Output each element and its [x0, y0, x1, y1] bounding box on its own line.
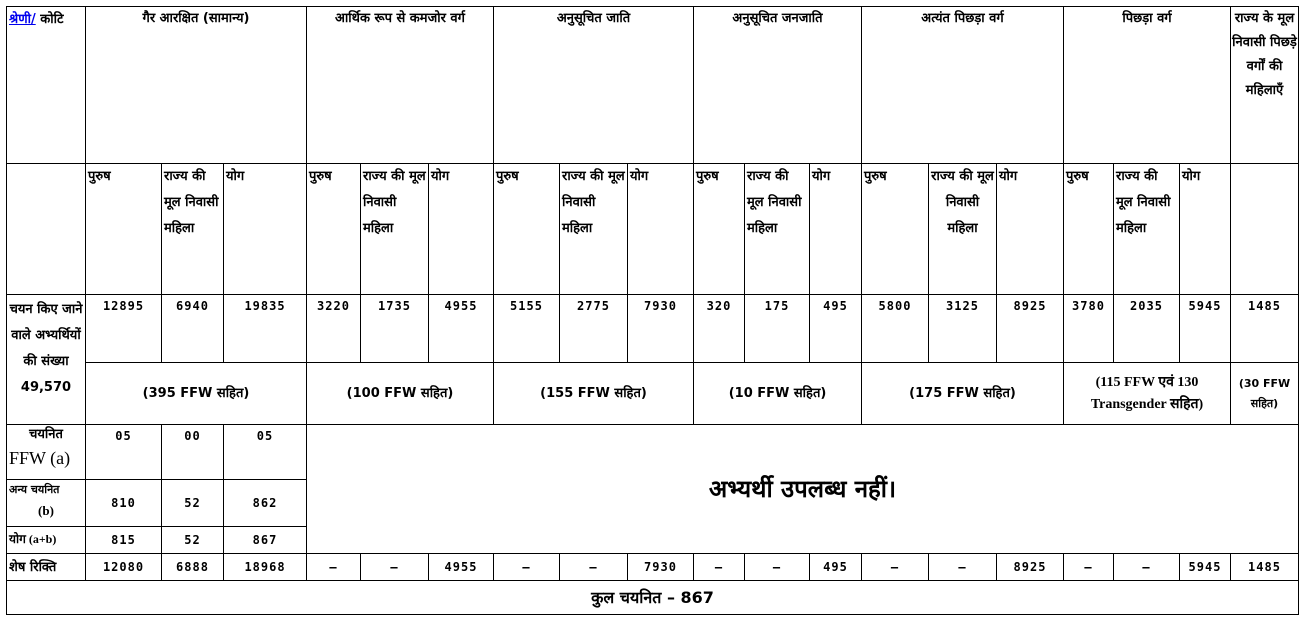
vacancy-cell: 3780: [1064, 295, 1114, 363]
vacancy-cell: 4955: [429, 295, 494, 363]
remaining-cell: –: [307, 554, 361, 581]
sub-total: योग: [997, 164, 1064, 295]
remaining-cell: 4955: [429, 554, 494, 581]
remaining-cell: 6888: [162, 554, 224, 581]
remaining-cell: –: [560, 554, 628, 581]
sub-male: पुरुष: [1064, 164, 1114, 295]
ffw-note-st: (10 FFW सहित): [694, 363, 862, 425]
vacancy-cell: 7930: [628, 295, 694, 363]
sub-total: योग: [628, 164, 694, 295]
sub-male: पुरुष: [862, 164, 929, 295]
remaining-cell: 18968: [224, 554, 307, 581]
selected-ffw-cell: 00: [162, 425, 224, 480]
ffw-note-bc: (115 FFW एवं 130 Transgender सहित): [1064, 363, 1231, 425]
vacancy-cell: 5800: [862, 295, 929, 363]
other-selected-cell: 52: [162, 480, 224, 527]
vacancy-cell: 175: [745, 295, 810, 363]
total-ab-cell: 52: [162, 527, 224, 554]
remaining-cell: 7930: [628, 554, 694, 581]
remaining-cell: –: [694, 554, 745, 581]
total-ab-cell: 867: [224, 527, 307, 554]
sub-empty: [1231, 164, 1299, 295]
sub-female: राज्य की मूल निवासी महिला: [745, 164, 810, 295]
remaining-cell: 1485: [1231, 554, 1299, 581]
vacancy-cell: 3125: [929, 295, 997, 363]
vacancy-cell: 12895: [86, 295, 162, 363]
other-selected-label: [7, 480, 86, 527]
vacancy-cell: 19835: [224, 295, 307, 363]
remaining-label: शेष रिक्ति: [7, 554, 86, 581]
sub-total: योग: [810, 164, 862, 295]
selected-ffw-label: [7, 425, 86, 480]
remaining-cell: –: [929, 554, 997, 581]
vacancy-cell: 2775: [560, 295, 628, 363]
sub-female: राज्य की मूल निवासी महिला: [929, 164, 997, 295]
sub-total: योग: [1180, 164, 1231, 295]
other-selected-label-line1: अन्य चयनित: [9, 483, 60, 496]
result-table-wrapper: [6, 6, 1299, 615]
vacancy-cell: 1735: [361, 295, 429, 363]
remaining-cell: 5945: [1180, 554, 1231, 581]
vacancy-cell: 2035: [1114, 295, 1180, 363]
vacancy-label: चयन किए जाने वाले अभ्यर्थियों की संख्या 49,570: [7, 295, 86, 425]
sub-female: राज्य की मूल निवासी महिला: [560, 164, 628, 295]
sub-female: राज्य की मूल निवासी महिला: [162, 164, 224, 295]
ffw-note-ebc: (175 FFW सहित): [862, 363, 1064, 425]
ffw-note-ews: (100 FFW सहित): [307, 363, 494, 425]
remaining-cell: –: [494, 554, 560, 581]
result-table: [6, 6, 1299, 615]
group-header-general: गैर आरक्षित (सामान्य): [86, 7, 307, 164]
sub-male: पुरुष: [307, 164, 361, 295]
corner-rest: कोटि: [35, 12, 64, 27]
sub-male: पुरुष: [494, 164, 560, 295]
other-selected-label-line2: (b): [38, 503, 54, 518]
vacancy-cell: 3220: [307, 295, 361, 363]
remaining-cell: –: [1064, 554, 1114, 581]
ffw-note-general: (395 FFW सहित): [86, 363, 307, 425]
sub-female: राज्य की मूल निवासी महिला: [1114, 164, 1180, 295]
selected-ffw-cell: 05: [224, 425, 307, 480]
ffw-note-sc: (155 FFW सहित): [494, 363, 694, 425]
selected-ffw-label-line1: चयनित: [29, 427, 63, 442]
remaining-cell: –: [745, 554, 810, 581]
other-selected-cell: 862: [224, 480, 307, 527]
sub-total: योग: [224, 164, 307, 295]
other-selected-cell: 810: [86, 480, 162, 527]
remaining-cell: 12080: [86, 554, 162, 581]
category-link[interactable]: श्रेणी/: [9, 12, 36, 27]
not-available-message: अभ्यर्थी उपलब्ध नहीं।: [307, 425, 1299, 554]
vacancy-cell: 6940: [162, 295, 224, 363]
remaining-cell: 8925: [997, 554, 1064, 581]
group-header-bc-women: राज्य के मूल निवासी पिछड़े वर्गों की महिलाएँ: [1231, 7, 1299, 164]
sub-male: पुरुष: [86, 164, 162, 295]
group-header-bc: पिछड़ा वर्ग: [1064, 7, 1231, 164]
ffw-note-bc-women: (30 FFW सहित): [1231, 363, 1299, 425]
total-ab-cell: 815: [86, 527, 162, 554]
vacancy-cell: 495: [810, 295, 862, 363]
vacancy-cell: 1485: [1231, 295, 1299, 363]
vacancy-cell: 5945: [1180, 295, 1231, 363]
selected-ffw-label-line2: FFW (a): [9, 448, 71, 468]
remaining-cell: 495: [810, 554, 862, 581]
vacancy-cell: 8925: [997, 295, 1064, 363]
selected-ffw-cell: 05: [86, 425, 162, 480]
group-header-sc: अनुसूचित जाति: [494, 7, 694, 164]
vacancy-cell: 320: [694, 295, 745, 363]
sub-total: योग: [429, 164, 494, 295]
group-header-ews: आर्थिक रूप से कमजोर वर्ग: [307, 7, 494, 164]
group-header-st: अनुसूचित जनजाति: [694, 7, 862, 164]
corner-header: [7, 7, 86, 164]
sub-male: पुरुष: [694, 164, 745, 295]
total-ab-label: योग (a+b): [7, 527, 86, 554]
total-selected-footer: कुल चयनित – 867: [7, 581, 1299, 615]
remaining-cell: –: [862, 554, 929, 581]
sub-female: राज्य की मूल निवासी महिला: [361, 164, 429, 295]
remaining-cell: –: [361, 554, 429, 581]
corner-subheader: [7, 164, 86, 295]
group-header-ebc: अत्यंत पिछड़ा वर्ग: [862, 7, 1064, 164]
vacancy-cell: 5155: [494, 295, 560, 363]
remaining-cell: –: [1114, 554, 1180, 581]
